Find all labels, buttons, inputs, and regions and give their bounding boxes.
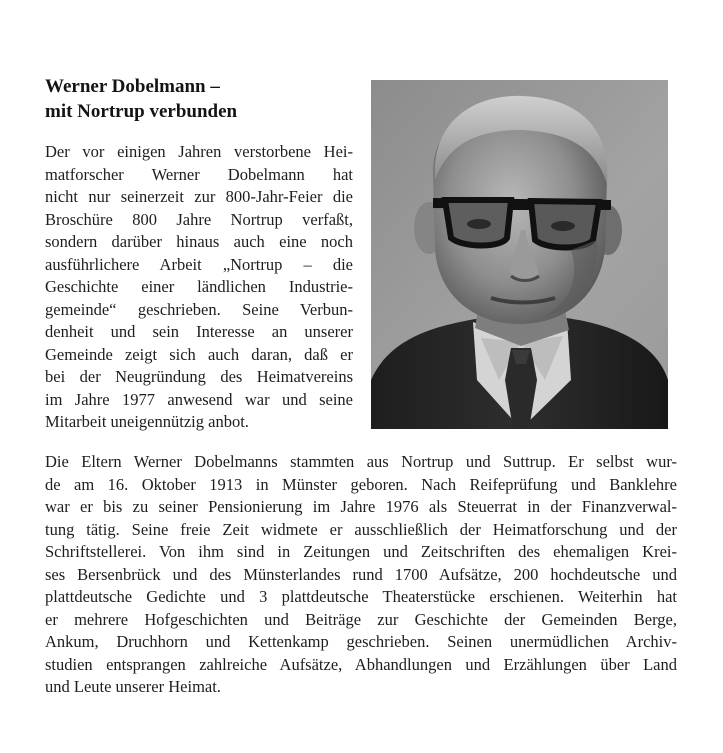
biography-paragraph xyxy=(45,451,677,699)
text-line: de am 16. Oktober 1913 in Münster geboren. Nach Reifeprüfung und Banklehre xyxy=(45,474,677,494)
intro-paragraph xyxy=(45,141,353,434)
text-line: denheit und sein Interesse an unserer xyxy=(45,322,353,341)
text-line: er mehrere Hofgeschichten und Beiträge zur Geschichte der Gemeinden Berge, xyxy=(45,609,677,629)
text-line: ausführlichere Arbeit „Nortrup – die xyxy=(45,254,353,274)
text-line: sondern darüber hinaus auch eine noch xyxy=(45,232,353,251)
portrait-photo xyxy=(371,80,668,429)
text-line: tung tätig. Seine freie Zeit widmete er ausschließlich der Heimatforschung und der xyxy=(45,519,677,539)
text-line: bei der Neugründung des Heimatvereins xyxy=(45,367,353,386)
text-line: war er bis zu seiner Pensionierung im Jahre 1976 als Steuerrat in der Finanzverwal- xyxy=(45,497,677,516)
portrait-illustration xyxy=(371,80,668,429)
text-line: Der vor einigen Jahren verstorbene Hei- xyxy=(45,142,353,161)
text-line: Ankum, Druchhorn und Kettenkamp geschrieben. Seinen unermüdlichen Archiv- xyxy=(45,632,677,651)
text-line: plattdeutsche Gedichte und 3 plattdeutsche Theaterstücke erschienen. Weiterhin hat xyxy=(45,587,677,606)
text-line: nicht nur seinerzeit zur 800-Jahr-Feier die xyxy=(45,187,353,206)
text-line: Gemeinde zeigt sich auch daran, daß er xyxy=(45,344,353,364)
text-line: im Jahre 1977 anwesend war und seine xyxy=(45,389,353,409)
article-title xyxy=(45,74,237,124)
text-line: Die Eltern Werner Dobelmanns stammten aus Nortrup und Suttrup. Er selbst wur- xyxy=(45,452,677,471)
text-line: matforscher Werner Dobelmann hat xyxy=(45,164,353,184)
text-line: studien entsprangen zahlreiche Aufsätze, Abhandlungen und Erzählungen über Land xyxy=(45,654,677,674)
text-line: Schriftstellerei. Von ihm sind in Zeitungen und Zeitschriften des ehemaligen Krei- xyxy=(45,542,677,561)
text-line: Geschichte einer ländlichen Industrie- xyxy=(45,277,353,296)
text-line: gemeinde“ geschrieben. Seine Verbun- xyxy=(45,299,353,319)
title-line: Werner Dobelmann – xyxy=(45,76,220,97)
text-line: und Leute unserer Heimat. xyxy=(45,677,221,696)
text-line: ses Bersenbrück und des Münsterlandes rund 1700 Aufsätze, 200 hochdeutsche und xyxy=(45,564,677,584)
text-line: Broschüre 800 Jahre Nortrup verfaßt, xyxy=(45,209,353,229)
text-line: Mitarbeit uneigennützig anbot. xyxy=(45,412,249,431)
title-line: mit Nortrup verbunden xyxy=(45,101,238,122)
